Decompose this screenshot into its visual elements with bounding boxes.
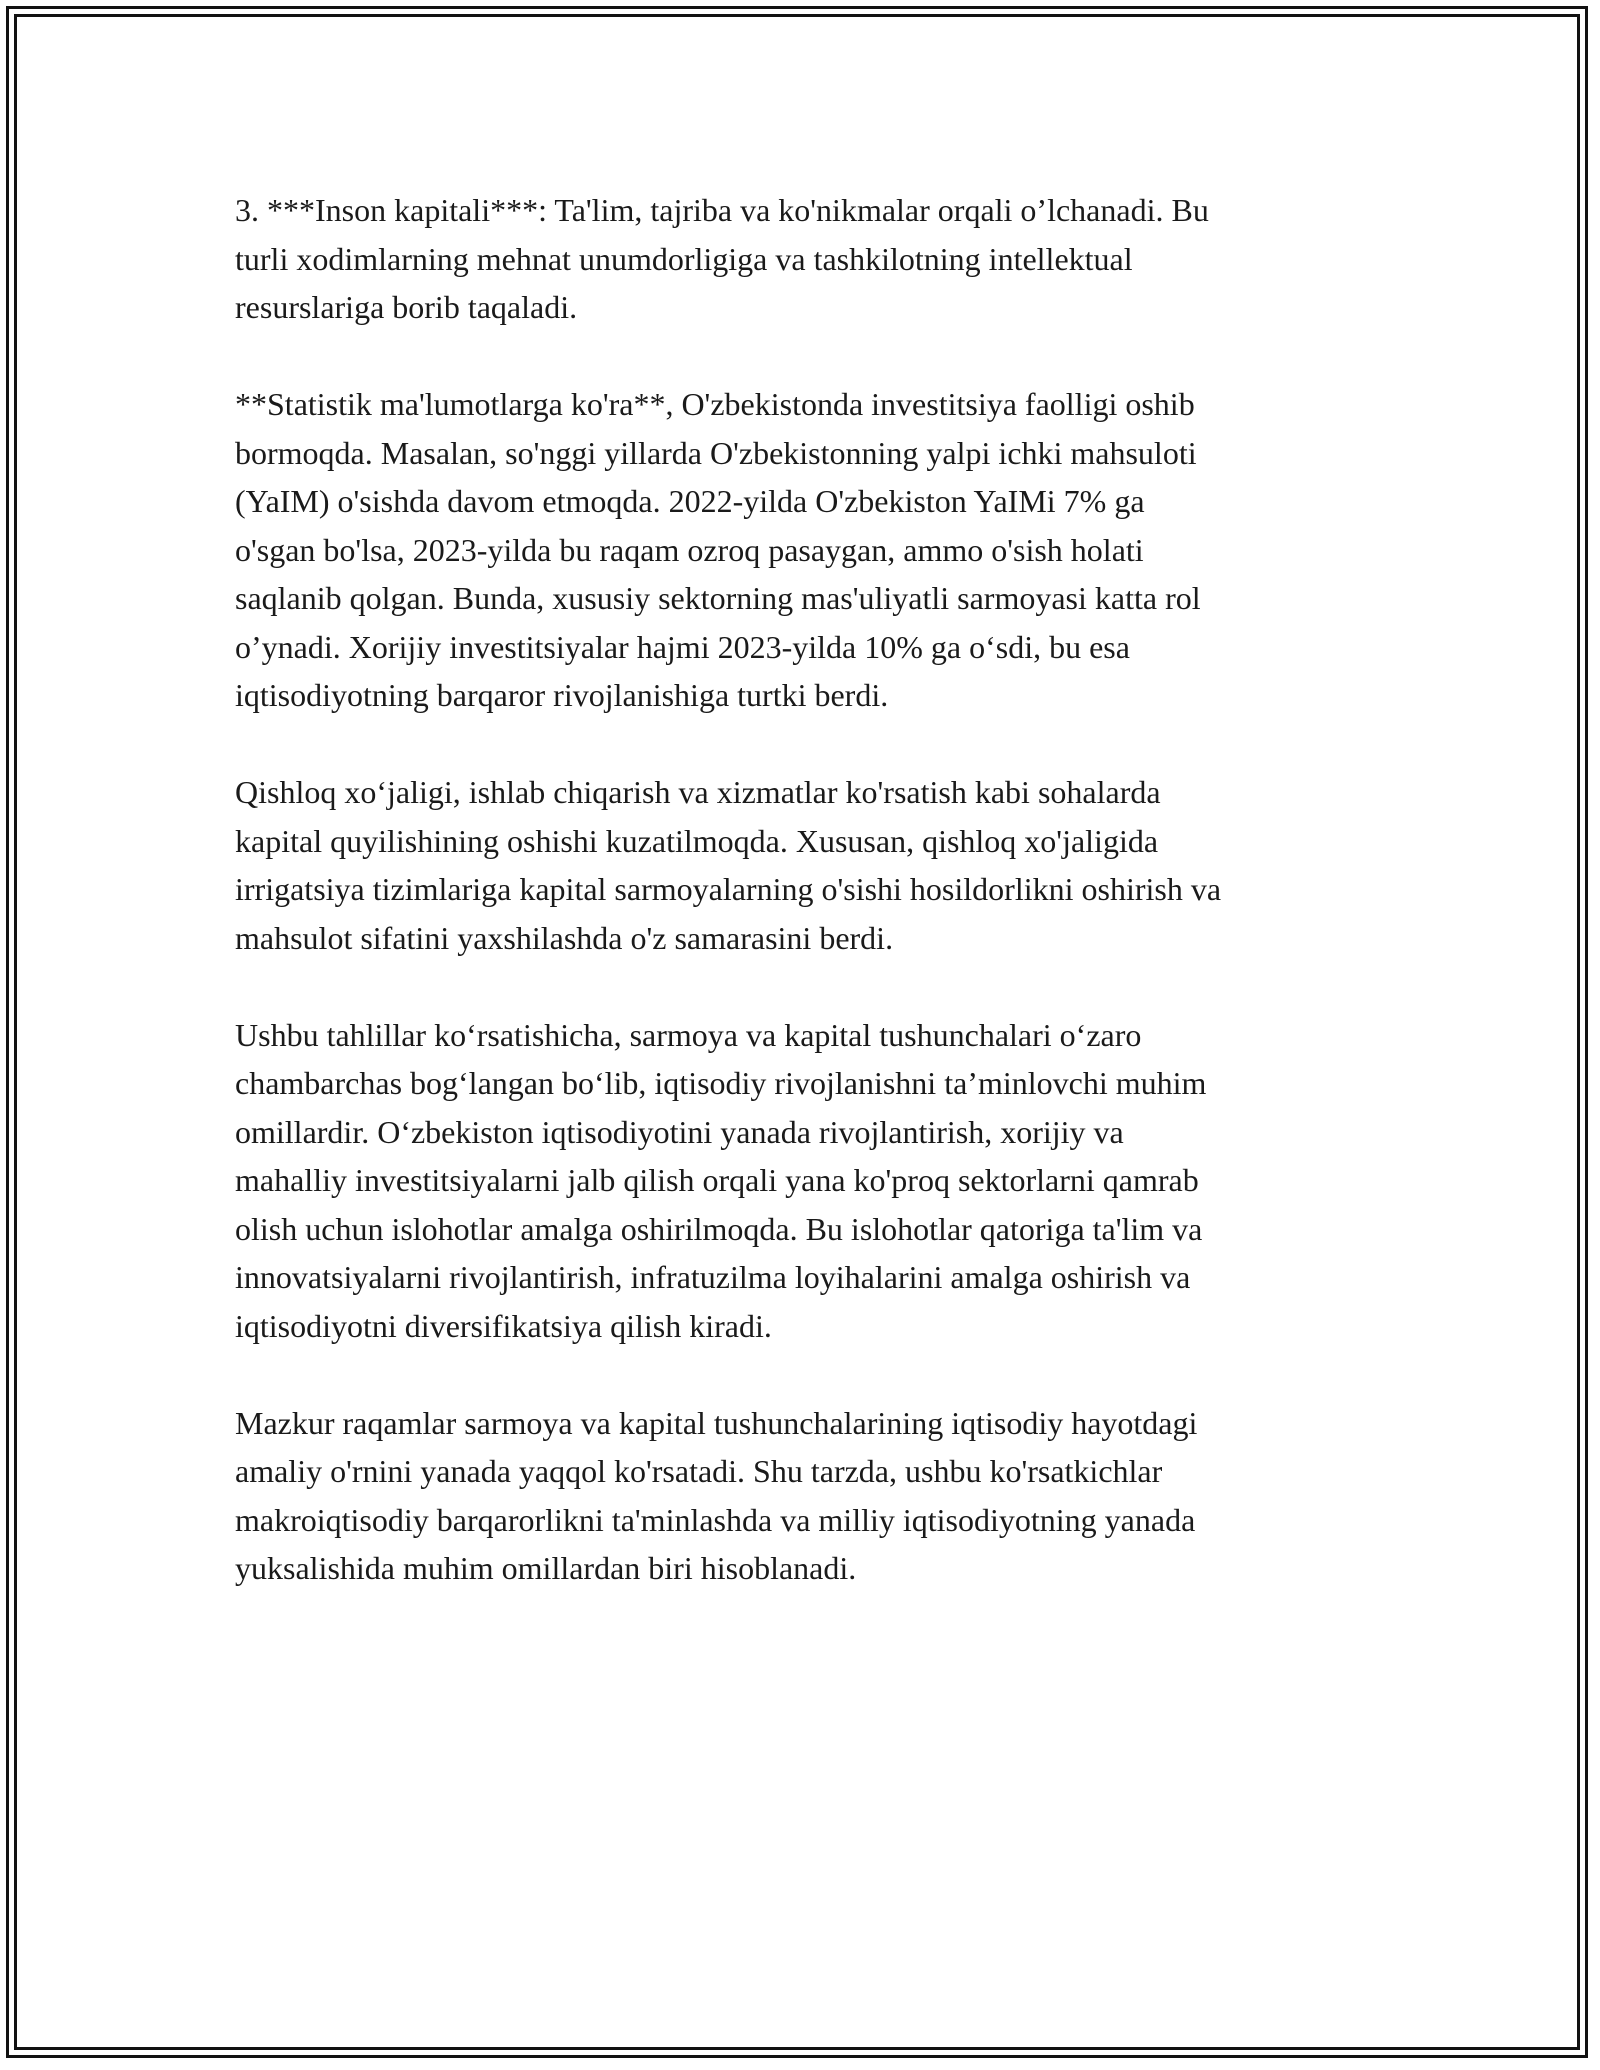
paragraph-analysis: Ushbu tahlillar koʻrsatishicha, sarmoya va kapital tushunchalari oʻzaro chambarchas bogʻlangan boʻlib, iqtisodiy rivojlanishni ta’minlovchi muhim omillardir. Oʻzbekiston iqtisodiyotini yanada rivojlantirish, xorijiy va mahalliy investitsiyalarni jalb qilish orqali yana ko'proq sektorlarni qamrab olish uchun islohotlar amalga oshirilmoqda. Bu islohotlar qatoriga ta'lim va innovatsiyalarni rivojlantirish, infratuzilma loyihalarini amalga oshirish va iqtisodiyotni diversifikatsiya qilish kiradi. <box>235 1016 1207 1344</box>
document-body <box>235 186 1385 1641</box>
paragraph-agriculture: Qishloq xoʻjaligi, ishlab chiqarish va xizmatlar ko'rsatish kabi sohalarda kapital quyilishining oshishi kuzatilmoqda. Xususan, qishloq xo'jaligida irrigatsiya tizimlariga kapital sarmoyalarning o'sishi hosildorlikni oshirish va mahsulot sifatini yaxshilashda o'z samarasini berdi. <box>235 774 1222 956</box>
paragraph-statistics: **Statistik ma'lumotlarga ko'ra**, O'zbekistonda investitsiya faolligi oshib bormoqda. Masalan, so'nggi yillarda O'zbekistonning yalpi ichki mahsuloti (YaIM) o'sishda davom etmoqda. 2022-yilda O'zbekiston YaIMi 7% ga o'sgan bo'lsa, 2023-yilda bu raqam ozroq pasaygan, ammo o'sish holati saqlanib qolgan. Bunda, xususiy sektorning mas'uliyatli sarmoyasi katta rol o’ynadi. Xorijiy investitsiyalar hajmi 2023-yilda 10% ga oʻsdi, bu esa iqtisodiyotning barqaror rivojlanishiga turtki berdi. <box>235 386 1201 713</box>
paragraph-conclusion: Mazkur raqamlar sarmoya va kapital tushunchalarining iqtisodiy hayotdagi amaliy o'rnini yanada yaqqol ko'rsatadi. Shu tarzda, ushbu ko'rsatkichlar makroiqtisodiy barqarorlikni ta'minlashda va milliy iqtisodiyotning yanada yuksalishida muhim omillardan biri hisoblanadi. <box>235 1404 1198 1586</box>
paragraph-human-capital: 3. ***Inson kapitali***: Ta'lim, tajriba va ko'nikmalar orqali o’lchanadi. Bu turli xodimlarning mehnat unumdorligiga va tashkilotning intellektual resurslariga borib taqaladi. <box>235 192 1209 325</box>
